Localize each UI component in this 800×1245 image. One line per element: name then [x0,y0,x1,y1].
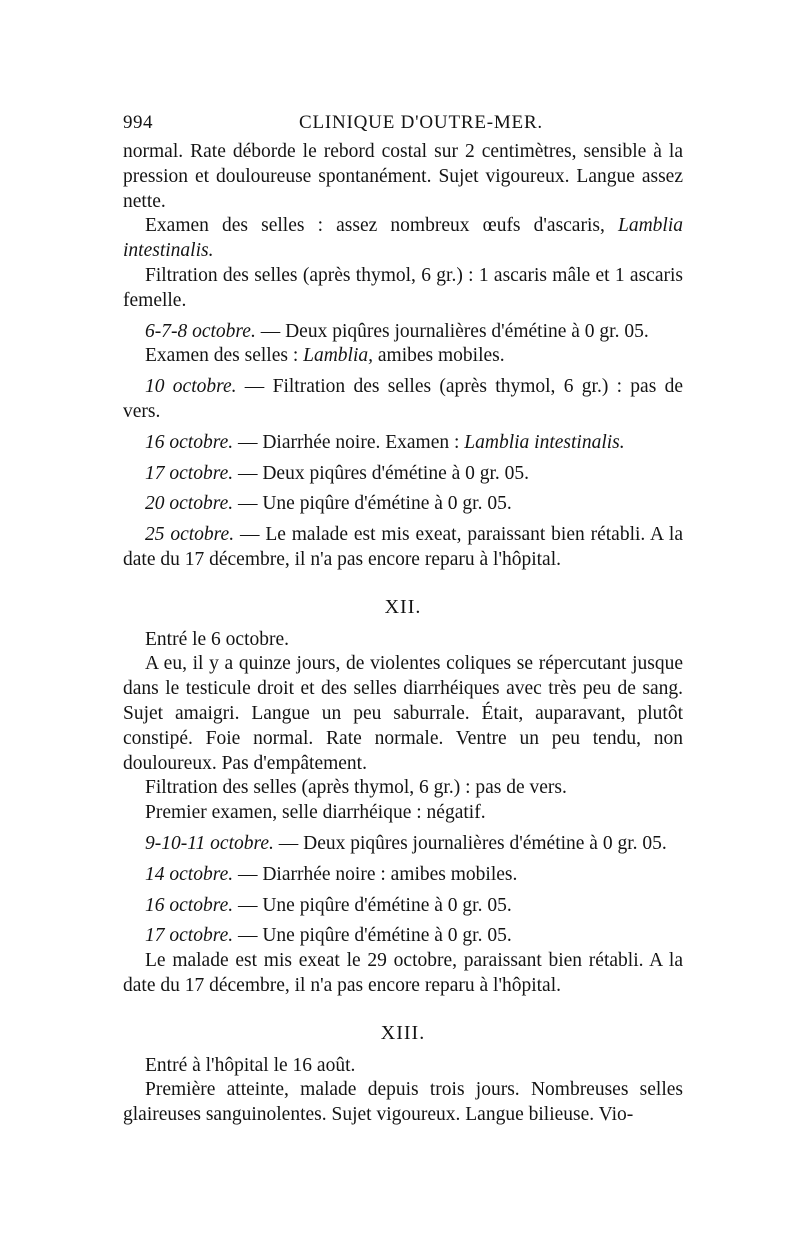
dated-entry [123,523,683,573]
dated-entry [123,863,683,888]
entry-date: 17 octobre. [145,925,234,947]
entry-date: 17 octobre. [145,462,234,484]
paragraph: Le malade est mis exeat le 29 octobre, paraissant bien rétabli. A la date du 17 décembre, il n'a pas encore reparu à l'hôpital. [123,950,683,996]
entry-date: 16 octobre. [145,894,234,916]
entry-date: 10 octobre. [145,376,237,398]
entry-text: — Diarrhée noire : amibes mobiles. [233,863,518,885]
entry-text: — Diarrhée noire. Examen : [233,431,465,453]
book-page [123,112,683,1128]
entry-date: 25 octobre. [145,524,235,546]
paragraph: Première atteinte, malade depuis trois jours. Nombreuses selles glaireuses sanguinolentes. Sujet vigoureux. Langue bilieuse. Vio- [123,1079,683,1126]
dated-entry [123,462,683,487]
paragraph: Entré le 6 octobre. [145,628,290,650]
text-run: amibes mobiles. [373,345,505,367]
text-run: Examen des selles : assez nombreux œufs d'ascaris, [145,215,618,237]
section-heading: XII. [384,595,422,618]
paragraph: normal. Rate déborde le rebord costal sur 2 centimètres, sensible à la pression et douloureuse spontanément. Sujet vigoureux. Langue assez nette. [123,141,683,212]
paragraph [123,214,683,264]
entry-date: 14 octobre. [145,863,234,885]
italic-text: Lamblia, [303,345,374,367]
paragraph [123,344,683,369]
body-text [123,140,683,1128]
dated-entry [123,492,683,517]
entry-text: — Une piqûre d'émétine à 0 gr. 05. [233,894,512,916]
entry-date: 6-7-8 octobre. [145,320,256,342]
entry-text: — Une piqûre d'émétine à 0 gr. 05. [233,493,512,515]
section-heading: XIII. [380,1021,426,1044]
entry-date: 20 octobre. [145,493,234,515]
dated-entry [123,924,683,949]
running-head [123,112,683,140]
dated-entry [123,894,683,919]
dated-entry [123,375,683,425]
paragraph: A eu, il y a quinze jours, de violentes coliques se répercutant jusque dans le testicule droit et des selles diarrhéiques avec très peu de sang. Sujet amaigri. Langue un peu saburrale. Était, auparavant, plutôt constipé. Foie normal. Rate normale. Ventre un peu tendu, non douloureux. Pas d'empâtement. [123,653,683,774]
entry-text: — Une piqûre d'émétine à 0 gr. 05. [233,925,512,947]
paragraph: Filtration des selles (après thymol, 6 gr.) : 1 ascaris mâle et 1 ascaris femelle. [123,264,683,311]
italic-text: Lamblia intestinalis. [123,215,683,262]
page-number: 994 [123,112,153,133]
text-run: Examen des selles : [145,345,304,367]
paragraph: Filtration des selles (après thymol, 6 gr.) : pas de vers. [145,777,567,799]
entry-text: — Filtration des selles (après thymol, 6 gr.) : pas de vers. [123,376,684,422]
italic-text: Lamblia intestinalis. [464,431,625,453]
paragraph: Entré à l'hôpital le 16 août. [145,1054,356,1076]
paragraph: Premier examen, selle diarrhéique : négatif. [145,802,486,824]
running-title: CLINIQUE D'OUTRE-MER. [299,112,543,133]
dated-entry [123,832,683,857]
entry-text: — Deux piqûres journalières d'émétine à 0 gr. 05. [255,320,649,342]
entry-date: 16 octobre. [145,431,234,453]
dated-entry [123,431,683,456]
entry-text: — Le malade est mis exeat, paraissant bien rétabli. A la date du 17 décembre, il n'a pas encore reparu à l'hôpital. [123,524,684,570]
dated-entry [123,320,683,345]
entry-date: 9-10-11 octobre. [145,832,274,854]
entry-text: — Deux piqûres d'émétine à 0 gr. 05. [233,462,530,484]
entry-text: — Deux piqûres journalières d'émétine à 0 gr. 05. [273,832,667,854]
